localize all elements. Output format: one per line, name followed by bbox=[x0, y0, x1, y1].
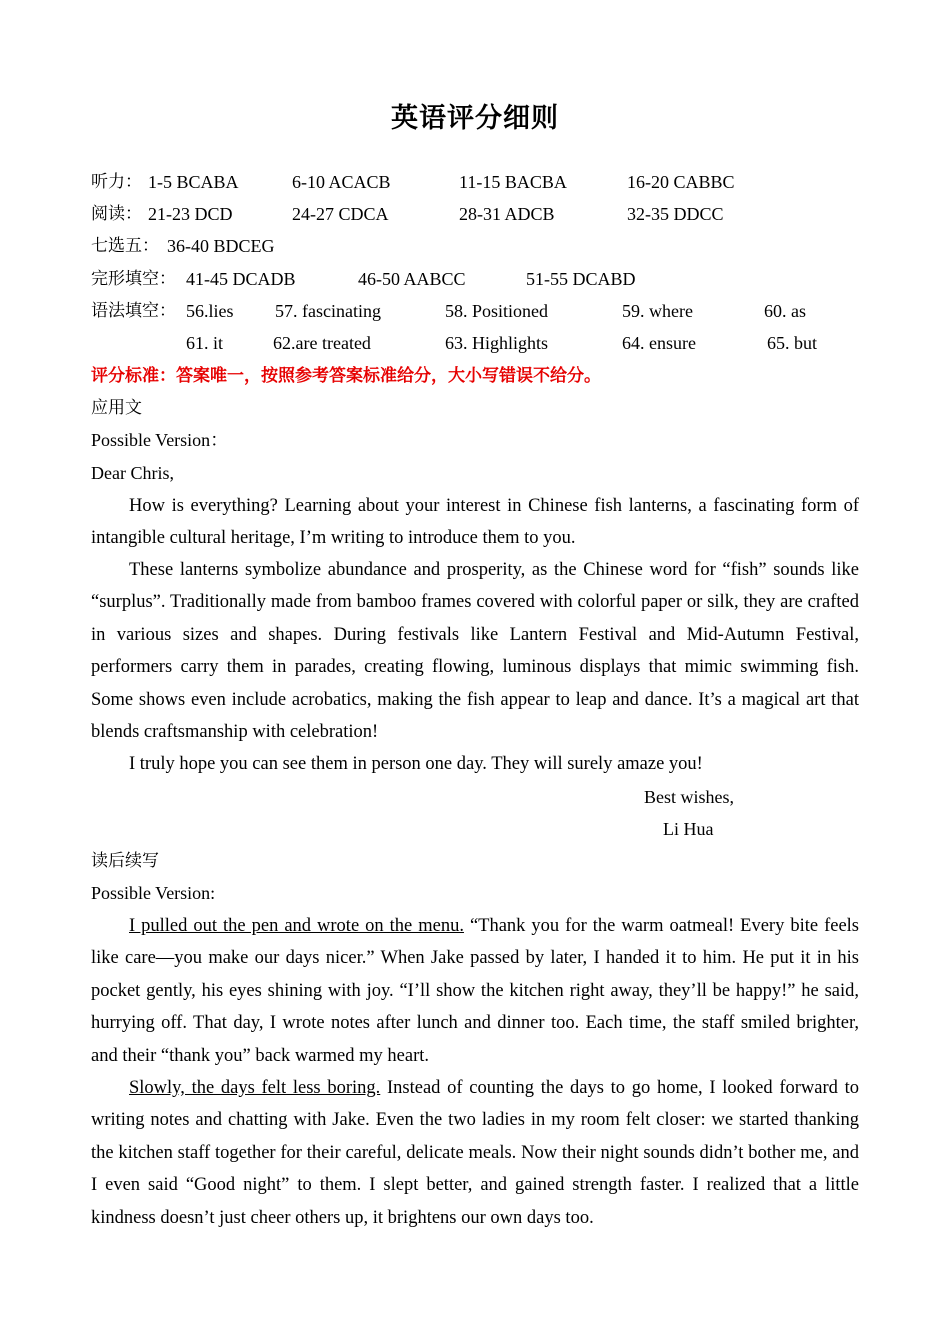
answer-group: 6-10 ACACB bbox=[292, 172, 391, 192]
letter-closing: Best wishes, bbox=[644, 787, 734, 807]
paragraph-opening-sentence: I pulled out the pen and wrote on the menu. bbox=[129, 916, 464, 936]
seven-label: 七选五： bbox=[91, 236, 159, 256]
grammar-answer: 62.are treated bbox=[273, 333, 371, 353]
page-title: 英语评分细则 bbox=[391, 103, 559, 134]
answer-group: 1-5 BCABA bbox=[148, 172, 239, 192]
paragraph-opening-sentence: Slowly, the days felt less boring. bbox=[129, 1078, 381, 1098]
story-paragraph bbox=[91, 910, 859, 1072]
paragraph-body: Instead of counting the days to go home, I looked forward to writing notes and chatting with Jake. Even the two ladies in my room felt closer: we started thanking the kitchen staff together for their careful, delicate meals. Now their night sounds didn’t bother me, and I even said “Good night” to them. I slept better, and gained strength faster. I realized that a little kindness doesn’t just cheer others up, it brightens our own days too. bbox=[91, 1078, 859, 1228]
letter-greeting: Dear Chris, bbox=[91, 463, 174, 483]
answer-group: 41-45 DCADB bbox=[186, 269, 296, 289]
answer-group: 16-20 CABBC bbox=[627, 172, 735, 192]
grammar-answer: 59. where bbox=[622, 301, 693, 321]
cloze-label: 完形填空： bbox=[91, 269, 176, 289]
letter-signature: Li Hua bbox=[663, 819, 714, 839]
seven-choose-five-row bbox=[91, 230, 859, 262]
grammar-answer: 60. as bbox=[764, 301, 806, 321]
answer-group: 28-31 ADCB bbox=[459, 204, 555, 224]
grammar-answer: 56.lies bbox=[186, 301, 234, 321]
grammar-answer: 57. fascinating bbox=[275, 301, 381, 321]
section-heading-continuation-writing: 读后续写 bbox=[91, 851, 159, 871]
listening-row bbox=[91, 166, 859, 198]
letter-paragraph: How is everything? Learning about your interest in Chinese fish lanterns, a fascinating form of intangible cultural heritage, I’m writing to introduce them to you. bbox=[91, 496, 859, 549]
answer-group: 32-35 DDCC bbox=[627, 204, 724, 224]
grammar-answer: 61. it bbox=[186, 333, 224, 353]
grammar-row bbox=[91, 327, 859, 359]
reading-row bbox=[91, 198, 859, 230]
answer-group: 51-55 DCABD bbox=[526, 269, 636, 289]
story-paragraph bbox=[91, 1072, 859, 1234]
answer-group: 11-15 BACBA bbox=[459, 172, 567, 192]
paragraph-body: “Thank you for the warm oatmeal! Every bite feels like care—you make our days nicer.” When Jake passed by later, I handed it to him. He put it in his pocket gently, his eyes shining with joy. “I’ll show the kitchen right away, they’ll be happy!” he said, hurrying off. That day, I wrote notes after lunch and dinner too. Each time, the staff smiled brighter, and their “thank you” back warmed my heart. bbox=[91, 916, 859, 1066]
grammar-answer: 64. ensure bbox=[622, 333, 696, 353]
section-heading-practical-writing: 应用文 bbox=[91, 398, 142, 418]
answer-group: 21-23 DCD bbox=[148, 204, 233, 224]
cloze-row bbox=[91, 263, 859, 295]
grammar-answer: 63. Highlights bbox=[445, 333, 549, 353]
possible-version-label: Possible Version: bbox=[91, 883, 216, 903]
grammar-answer: 58. Positioned bbox=[445, 301, 549, 321]
possible-version-label: Possible Version： bbox=[91, 430, 229, 450]
letter-paragraph: These lanterns symbolize abundance and prosperity, as the Chinese word for “fish” sounds like “surplus”. Traditionally made from bamboo frames covered with colorful paper or silk, they are crafted in various sizes and shapes. During festivals like Lantern Festival and Mid-Autumn Festival, performers carry them in parades, creating flowing, luminous displays that mimic swimming fish. Some shows even include acrobatics, making the fish appear to leap and dance. It’s a magical art that blends craftsmanship with celebration! bbox=[91, 560, 859, 743]
answer-group: 46-50 AABCC bbox=[358, 269, 466, 289]
listening-label: 听力： bbox=[91, 172, 142, 192]
grammar-label: 语法填空： bbox=[91, 301, 176, 321]
grammar-row bbox=[91, 295, 859, 327]
answer-group: 36-40 BDCEG bbox=[167, 236, 275, 256]
grammar-answer: 65. but bbox=[767, 333, 818, 353]
scoring-standard: 评分标准：答案唯一，按照参考答案标准给分，大小写错误不给分。 bbox=[91, 366, 601, 386]
letter-paragraph: I truly hope you can see them in person one day. They will surely amaze you! bbox=[129, 754, 703, 774]
reading-label: 阅读： bbox=[91, 204, 142, 224]
answer-group: 24-27 CDCA bbox=[292, 204, 389, 224]
